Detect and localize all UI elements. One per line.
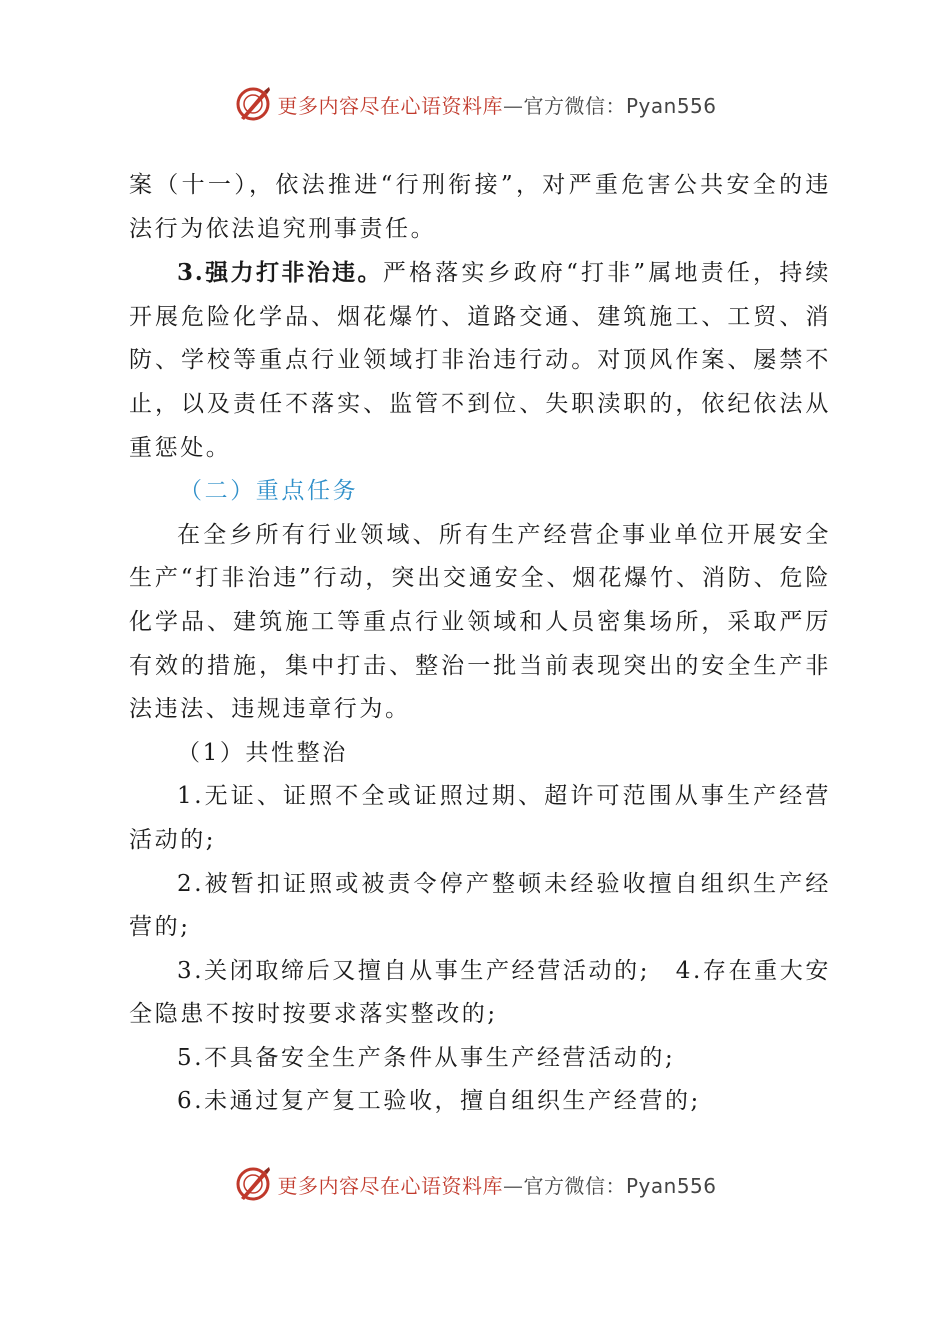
crackdown-body: 严格落实乡政府“打非”属地责任，持续开展危险化学品、烟花爆竹、道路交通、建筑施工、工贸、消防、学校等重点行业领域打非治违行动。对顶风作案、屡禁不止，以及责任不落实、监管不到位、失职渎职的，依纪依法从重惩处。 xyxy=(129,260,831,461)
list-item-3-4: 3.关闭取缔后又擅自从事生产经营活动的; 4.存在重大安全隐患不按时按要求落实整改的; xyxy=(129,957,831,1028)
watermark-text: 更多内容尽在心语资料库—官方微信：Pyan556 xyxy=(277,1173,717,1198)
subheading-common-rectification: （1）共性整治 xyxy=(177,739,348,766)
watermark-text: 更多内容尽在心语资料库—官方微信：Pyan556 xyxy=(277,93,717,118)
list-item-2: 2.被暂扣证照或被责令停产整顿未经验收擅自组织生产经营的; xyxy=(129,870,831,941)
crackdown-lead: 3.强力打非治违。 xyxy=(177,259,383,287)
paragraph-crackdown xyxy=(129,251,831,470)
list-item-1: 1.无证、证照不全或证照过期、超许可范围从事生产经营活动的; xyxy=(129,783,831,853)
list-item-6: 6.未通过复产复工验收，擅自组织生产经营的; xyxy=(177,1088,701,1115)
footer-watermark xyxy=(0,1162,950,1206)
paragraph-case-eleven: 案（十一），依法推进“行刑衔接”，对严重危害公共安全的违法行为依法追究刑事责任。 xyxy=(129,172,831,242)
list-item-5: 5.不具备安全生产条件从事生产经营活动的; xyxy=(177,1044,676,1071)
header-watermark xyxy=(0,82,950,126)
pen-logo-icon xyxy=(233,1164,273,1204)
section-heading-key-tasks: （二）重点任务 xyxy=(179,478,359,505)
document-body xyxy=(129,164,831,1124)
paragraph-key-tasks: 在全乡所有行业领域、所有生产经营企事业单位开展安全生产“打非治违”行动，突出交通安全、烟花爆竹、消防、危险化学品、建筑施工等重点行业领域和人员密集场所，采取严厉有效的措施，集中打击、整治一批当前表现突出的安全生产非法违法、违规违章行为。 xyxy=(129,521,831,723)
pen-logo-icon xyxy=(233,84,273,124)
